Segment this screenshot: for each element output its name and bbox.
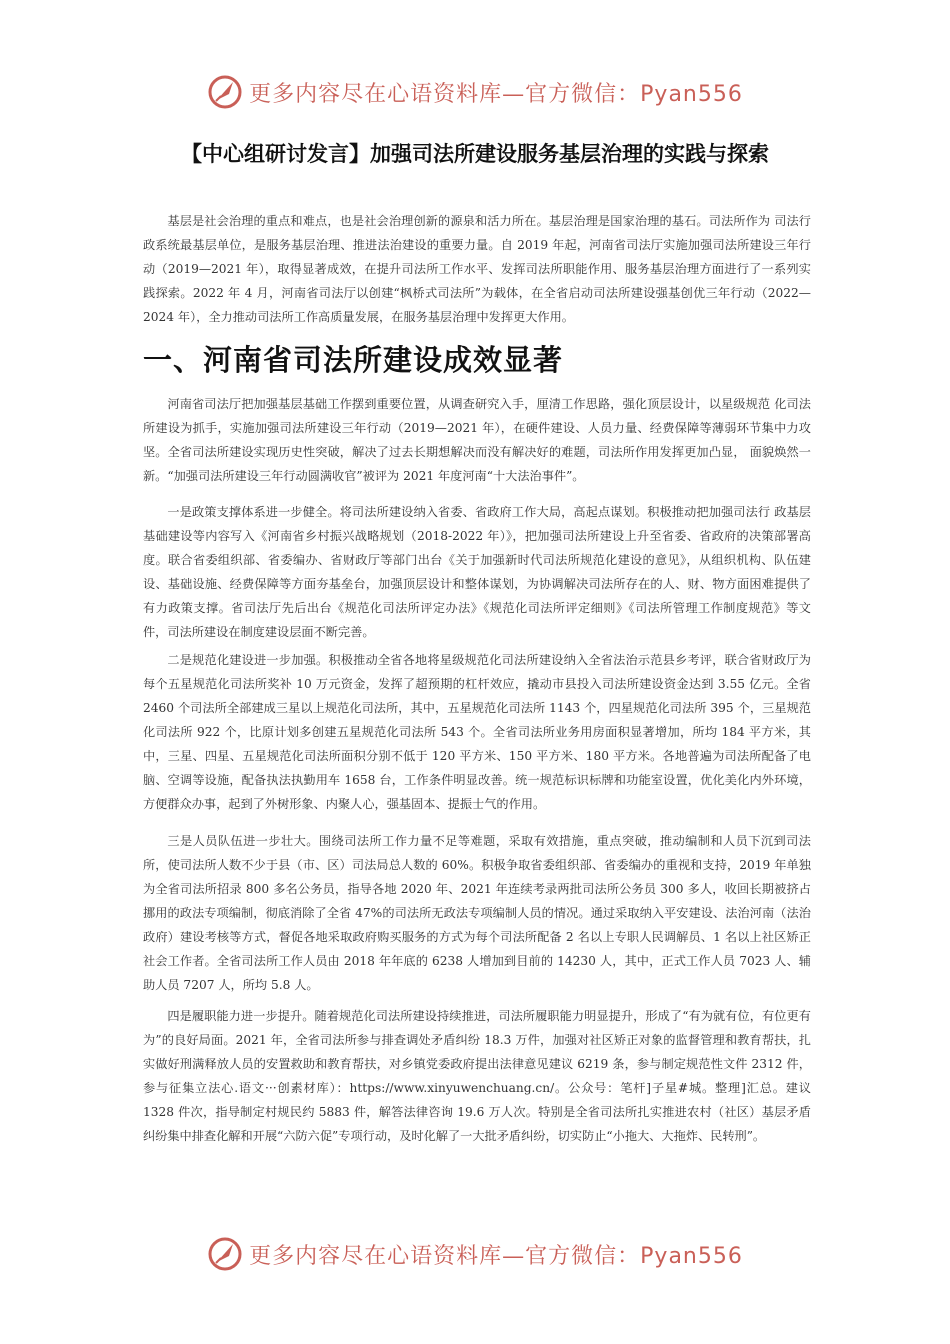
banner-text: 更多内容尽在心语资料库—官方微信：Pyan556 xyxy=(249,81,743,107)
quill-logo-icon xyxy=(207,74,243,110)
document-title: 【中心组研讨发言】加强司法所建设服务基层治理的实践与探索 xyxy=(181,142,769,166)
header-banner xyxy=(0,70,950,114)
wechat-id: Pyan556 xyxy=(640,1243,743,1269)
banner-text: 更多内容尽在心语资料库—官方微信：Pyan556 xyxy=(249,1243,743,1269)
intro-paragraph: 基层是社会治理的重点和难点，也是社会治理创新的源泉和活力所在。基层治理是国家治理的基石。司法所作为 司法行政系统最基层单位，是服务基层治理、推进法治建设的重要力量。自 2019 年起，河南省司法厅实施加强司法所建设三年行动（2019—2021 年），取得显著成效，在提升司法所工作水平、发挥司法所职能作用、服务基层治理方面进行了一系列实践探索。2022 年 4 月，河南省司法厅以创建“枫桥式司法所”为载体，在全省启动司法所建设强基创优三年行动（2022—2024 年），全力推动司法所工作高质量发展，在服务基层治理中发挥更大作用。 xyxy=(143,214,811,324)
quill-logo-icon xyxy=(207,1236,243,1272)
section-heading: 一、河南省司法所建设成效显著 xyxy=(143,343,564,377)
section-paragraph: 四是履职能力进一步提升。随着规范化司法所建设持续推进，司法所履职能力明显提升，形成了“有为就有位，有位更有为”的良好局面。2021 年，全省司法所参与排查调处矛盾纠纷 18.3 万件，加强对社区矫正对象的监督管理和教育帮扶，扎实做好刑满释放人员的安置救助和教育帮扶，对乡镇党委政府提出法律意见建议 6219 条，参与制定规范性文件 2312 件，参与征集立法心.语文···创素材库）：https://www.xinyuwenchuang.cn/。公众号：笔杆]子星#城。整理]汇总。建议 1328 件次，指导制定村规民约 5883 件，解答法律咨询 19.6 万人次。特别是全省司法所扎实推进农村（社区）基层矛盾纠纷集中排查化解和开展“六防六促”专项行动，及时化解了一大批矛盾纠纷，切实防止“小拖大、大拖炸、民转刑”。 xyxy=(143,1009,811,1143)
section-paragraph: 三是人员队伍进一步壮大。围绕司法所工作力量不足等难题，采取有效措施，重点突破，推动编制和人员下沉到司法所，使司法所人数不少于县（市、区）司法局总人数的 60%。积极争取省委组织部、省委编办的重视和支持，2019 年单独为全省司法所招录 800 多名公务员，指导各地 2020 年、2021 年连续考录两批司法所公务员 300 多人，收回长期被挤占挪用的政法专项编制，彻底消除了全省 47%的司法所无政法专项编制人员的情况。通过采取纳入平安建设、法治河南（法治政府）建设考核等方式，督促各地采取政府购买服务的方式为每个司法所配备 2 名以上专职人民调解员、1 名以上社区矫正社会工作者。全省司法所工作人员由 2018 年年底的 6238 人增加到目前的 14230 人，其中，正式工作人员 7023 人、辅助人员 7207 人，所均 5.8 人。 xyxy=(143,834,811,992)
section-paragraph: 二是规范化建设进一步加强。积极推动全省各地将星级规范化司法所建设纳入全省法治示范县乡考评，联合省财政厅为每个五星规范化司法所奖补 10 万元资金，发挥了超预期的杠杆效应，撬动市县投入司法所建设资金达到 3.55 亿元。全省 2460 个司法所全部建成三星以上规范化司法所，其中，五星规范化司法所 1143 个，四星规范化司法所 395 个，三星规范化司法所 922 个，比原计划多创建五星规范化司法所 543 个。全省司法所业务用房面积显著增加，所均 184 平方米，其中，三星、四星、五星规范化司法所面积分别不低于 120 平方米、150 平方米、180 平方米。各地普遍为司法所配备了电脑、空调等设施，配备执法执勤用车 1658 台，工作条件明显改善。统一规范标识标牌和功能室设置，优化美化内外环境，方便群众办事，起到了外树形象、内聚人心，强基固本、提振士气的作用。 xyxy=(143,653,811,811)
section-paragraph: 一是政策支撑体系进一步健全。将司法所建设纳入省委、省政府工作大局，高起点谋划。积极推动把加强司法行 政基层基础建设等内容写入《河南省乡村振兴战略规划（2018-2022 年）》，把加强司法所建设上升至省委、省政府的决策部署高度。联合省委组织部、省委编办、省财政厅等部门出台《关于加强新时代司法所规范化建设的意见》，从组织机构、队伍建设、基础设施、经费保障等方面夯基垒台，加强顶层设计和整体谋划，为协调解决司法所存在的人、财、物方面困难提供了有力政策支撑。省司法厅先后出台《规范化司法所评定办法》《规范化司法所评定细则》《司法所管理工作制度规范》等文件，司法所建设在制度建设层面不断完善。 xyxy=(143,505,811,639)
wechat-id: Pyan556 xyxy=(640,81,743,107)
section-paragraph: 河南省司法厅把加强基层基础工作摆到重要位置，从调查研究入手，厘清工作思路，强化顶层设计，以星级规范 化司法所建设为抓手，实施加强司法所建设三年行动（2019—2021 年），在硬件建设、人员力量、经费保障等薄弱环节集中力攻坚。全省司法所建设实现历史性突破，解决了过去长期想解决而没有解决好的难题，司法所作用发挥更加凸显， 面貌焕然一新。“加强司法所建设三年行动圆满收官”被评为 2021 年度河南“十大法治事件”。 xyxy=(143,397,811,483)
footer-banner xyxy=(0,1232,950,1276)
